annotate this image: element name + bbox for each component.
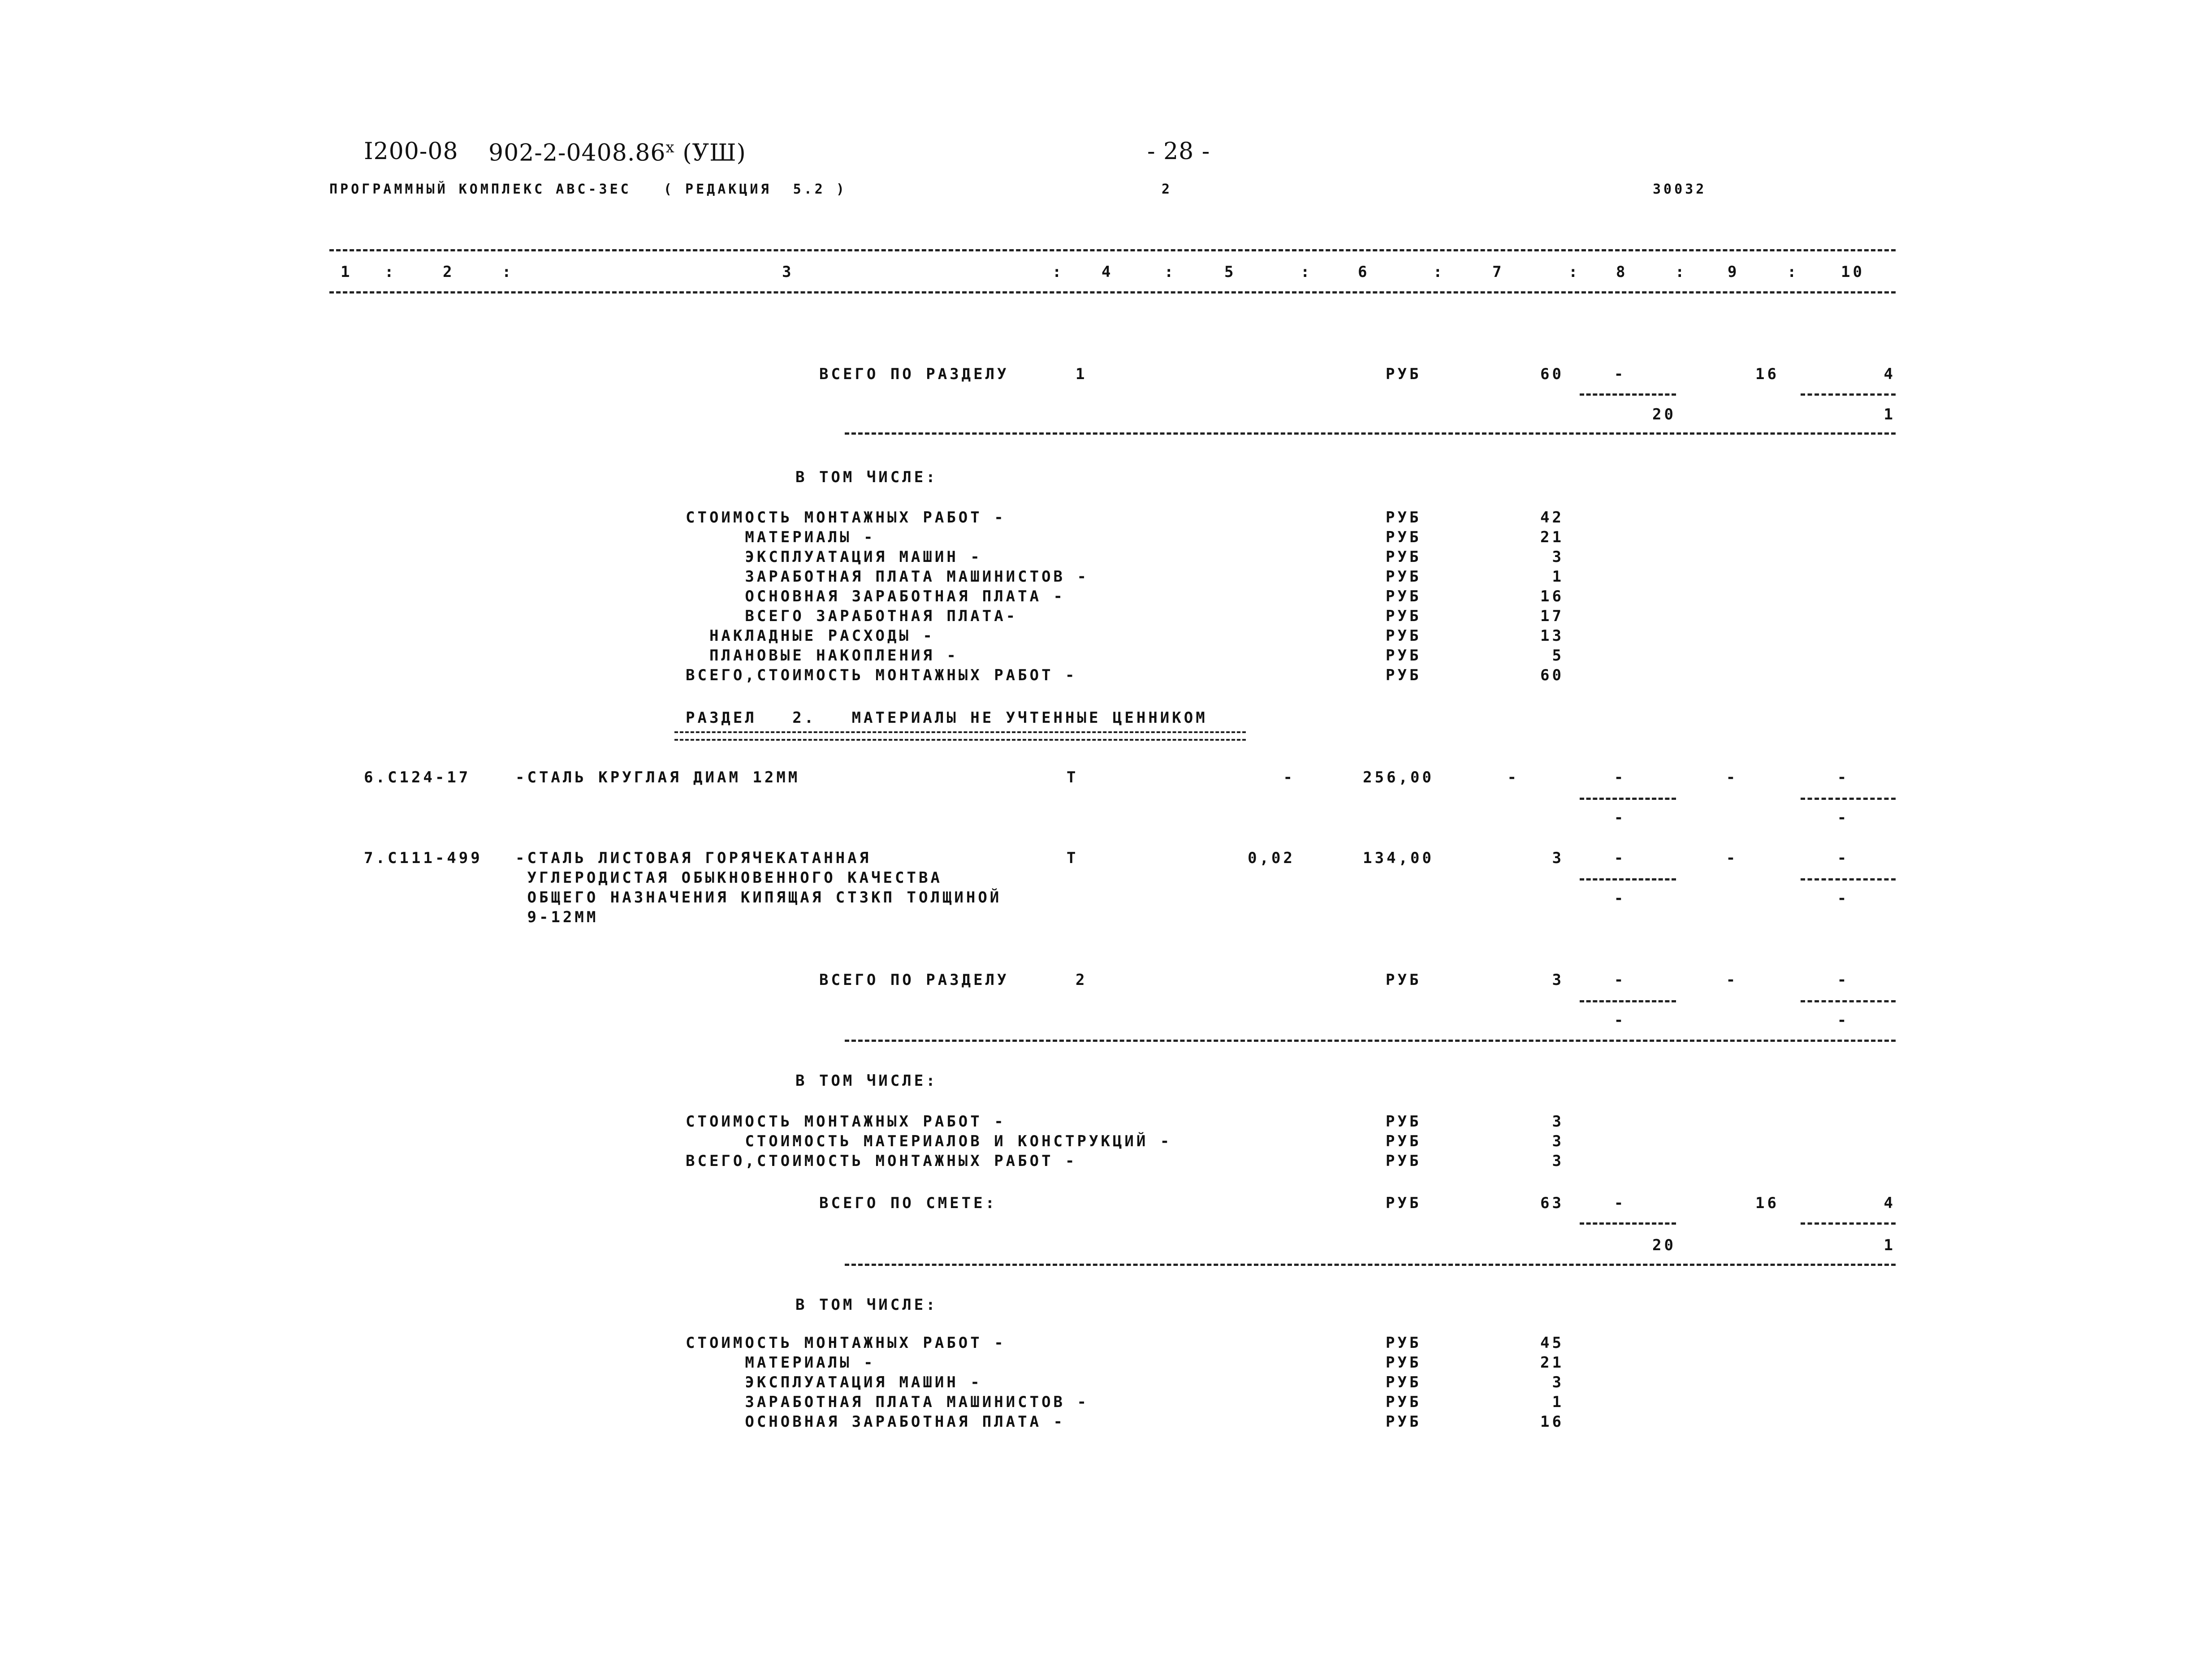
estimate-incl-value: 16 — [1540, 1413, 1564, 1431]
section1-total-c8-rule — [1580, 393, 1676, 396]
section1-total-num: 1 — [1076, 365, 1088, 383]
estimate-total-c10-top: 4 — [1884, 1194, 1896, 1212]
col-num-3: 3 — [782, 263, 794, 281]
col-num-2: 2 — [443, 263, 455, 281]
section2-incl-label: СТОИМОСТЬ МОНТАЖНЫХ РАБОТ - — [686, 1113, 1006, 1131]
section2-total-c8-rule — [1580, 1000, 1676, 1002]
section2-incl-unit: РУБ — [1386, 1113, 1421, 1131]
estimate-total-c8-bottom: 20 — [1652, 1236, 1676, 1254]
estimate-incl-unit: РУБ — [1386, 1373, 1421, 1391]
estimate-incl-label: СТОИМОСТЬ МОНТАЖНЫХ РАБОТ - — [686, 1334, 1006, 1352]
estimate-incl-unit: РУБ — [1386, 1334, 1421, 1352]
section1-incl-unit: РУБ — [1386, 548, 1421, 566]
estimate-incl-value: 1 — [1552, 1393, 1564, 1411]
material-c10-bottom: - — [1837, 809, 1849, 827]
material-c8-bottom: - — [1614, 809, 1626, 827]
doc-code: I200-08 — [364, 138, 458, 165]
material-c8-top: - — [1614, 849, 1626, 867]
section1-total-c9: 16 — [1755, 365, 1779, 383]
section2-total-label: ВСЕГО ПО РАЗДЕЛУ — [819, 971, 1009, 989]
col-sep-4: : — [1164, 263, 1176, 281]
section2-total-num: 2 — [1076, 971, 1088, 989]
section1-incl-value: 16 — [1540, 587, 1564, 605]
section2-incl-unit: РУБ — [1386, 1132, 1421, 1150]
section1-incl-unit: РУБ — [1386, 568, 1421, 586]
section1-incl-unit: РУБ — [1386, 666, 1421, 684]
section1-incl-unit: РУБ — [1386, 587, 1421, 605]
estimate-incl-unit: РУБ — [1386, 1393, 1421, 1411]
col-num-9: 9 — [1728, 263, 1740, 281]
estimate-incl-unit: РУБ — [1386, 1413, 1421, 1431]
material-c9: - — [1726, 768, 1738, 786]
material-qty: - — [1283, 768, 1295, 786]
material-price: 256,00 — [1363, 768, 1434, 786]
section1-total-c10-bottom: 1 — [1884, 406, 1896, 423]
section1-incl-label: МАТЕРИАЛЫ - — [686, 528, 876, 546]
section1-total-c7: 60 — [1540, 365, 1564, 383]
material-c10-top: - — [1837, 768, 1849, 786]
material-code: 6.С124-17 — [364, 768, 471, 786]
material-unit: Т — [1067, 849, 1079, 867]
section1-incl-unit: РУБ — [1386, 627, 1421, 645]
material-c8-bottom: - — [1614, 889, 1626, 907]
material-c7: 3 — [1552, 849, 1564, 867]
section1-incl-label: ВСЕГО ЗАРАБОТНАЯ ПЛАТА- — [686, 607, 1018, 625]
col-sep-6: : — [1433, 263, 1445, 281]
material-desc-line: 9-12ММ — [515, 908, 599, 926]
material-desc-line: УГЛЕРОДИСТАЯ ОБЫКНОВЕННОГО КАЧЕСТВА — [515, 869, 942, 887]
section2-incl-value: 3 — [1552, 1113, 1564, 1131]
estimate-incl-value: 3 — [1552, 1373, 1564, 1391]
section1-incl-unit: РУБ — [1386, 509, 1421, 527]
col-num-5: 5 — [1224, 263, 1236, 281]
section2-incl-label: ВСЕГО,СТОИМОСТЬ МОНТАЖНЫХ РАБОТ - — [686, 1152, 1077, 1170]
section1-total-unit: РУБ — [1386, 365, 1421, 383]
material-desc-line: ОБЩЕГО НАЗНАЧЕНИЯ КИПЯЩАЯ СТЗКП ТОЛЩИНОЙ — [515, 889, 1002, 907]
col-num-4: 4 — [1102, 263, 1114, 281]
material-price: 134,00 — [1363, 849, 1434, 867]
material-c8-rule — [1580, 878, 1676, 881]
estimate-total-c8-rule — [1580, 1222, 1676, 1225]
estimate-separator — [845, 1264, 1896, 1266]
section1-incl-heading: В ТОМ ЧИСЛЕ: — [795, 468, 938, 486]
section1-separator — [845, 432, 1896, 435]
section1-incl-unit: РУБ — [1386, 607, 1421, 625]
estimate-total-c8-top: - — [1614, 1194, 1626, 1212]
estimate-incl-value: 21 — [1540, 1354, 1564, 1372]
material-qty: 0,02 — [1248, 849, 1295, 867]
column-header-bottom-rule — [329, 291, 1896, 294]
section2-total-c7: 3 — [1552, 971, 1564, 989]
section1-incl-value: 5 — [1552, 647, 1564, 665]
section2-total-c8-bottom: - — [1614, 1011, 1626, 1029]
col-sep-2: : — [502, 263, 514, 281]
estimate-incl-label: ОСНОВНАЯ ЗАРАБОТНАЯ ПЛАТА - — [686, 1413, 1066, 1431]
sheet-number: 2 — [1162, 181, 1173, 197]
col-sep-9: : — [1787, 263, 1799, 281]
estimate-total-unit: РУБ — [1386, 1194, 1421, 1212]
estimate-incl-label: ЗАРАБОТНАЯ ПЛАТА МАШИНИСТОВ - — [686, 1393, 1089, 1411]
section2-incl-unit: РУБ — [1386, 1152, 1421, 1170]
estimate-id: 30032 — [1653, 181, 1707, 197]
material-c8-rule — [1580, 798, 1676, 800]
estimate-total-label: ВСЕГО ПО СМЕТЕ: — [819, 1194, 998, 1212]
material-c10-rule — [1801, 878, 1896, 881]
section2-separator — [845, 1040, 1896, 1042]
material-c8-top: - — [1614, 768, 1626, 786]
section1-incl-label: НАКЛАДНЫЕ РАСХОДЫ - — [686, 627, 935, 645]
section2-total-c10-bottom: - — [1837, 1011, 1849, 1029]
section1-incl-value: 60 — [1540, 666, 1564, 684]
col-num-6: 6 — [1358, 263, 1370, 281]
estimate-incl-value: 45 — [1540, 1334, 1564, 1352]
column-header-top-rule — [329, 249, 1896, 251]
section2-incl-value: 3 — [1552, 1132, 1564, 1150]
section1-incl-label: ОСНОВНАЯ ЗАРАБОТНАЯ ПЛАТА - — [686, 587, 1066, 605]
section1-total-label: ВСЕГО ПО РАЗДЕЛУ — [819, 365, 1009, 383]
section1-incl-value: 42 — [1540, 509, 1564, 527]
material-desc-line: -СТАЛЬ КРУГЛАЯ ДИАМ 12ММ — [515, 768, 800, 786]
program-line: ПРОГРАММНЫЙ КОМПЛЕКС АВС-ЗЕС ( РЕДАКЦИЯ 5.2 ) — [329, 181, 847, 197]
page-number: - 28 - — [1147, 138, 1210, 165]
section1-incl-value: 1 — [1552, 568, 1564, 586]
section1-incl-label: ЗАРАБОТНАЯ ПЛАТА МАШИНИСТОВ - — [686, 568, 1089, 586]
material-unit: Т — [1067, 768, 1079, 786]
estimate-incl-label: МАТЕРИАЛЫ - — [686, 1354, 876, 1372]
section1-incl-unit: РУБ — [1386, 647, 1421, 665]
col-sep-3: : — [1052, 263, 1064, 281]
section1-incl-value: 13 — [1540, 627, 1564, 645]
project-code-sup: x — [665, 138, 675, 156]
col-sep-8: : — [1675, 263, 1687, 281]
section2-incl-value: 3 — [1552, 1152, 1564, 1170]
estimate-total-c10-bottom: 1 — [1884, 1236, 1896, 1254]
estimate-incl-heading: В ТОМ ЧИСЛЕ: — [795, 1296, 938, 1314]
section2-total-c10-rule — [1801, 1000, 1896, 1002]
section1-total-c8-top: - — [1614, 365, 1626, 383]
section2-total-c9: - — [1726, 971, 1738, 989]
col-num-1: 1 — [341, 263, 353, 281]
estimate-total-c7: 63 — [1540, 1194, 1564, 1212]
section1-incl-label: ВСЕГО,СТОИМОСТЬ МОНТАЖНЫХ РАБОТ - — [686, 666, 1077, 684]
material-c10-bottom: - — [1837, 889, 1849, 907]
estimate-total-c10-rule — [1801, 1222, 1896, 1225]
col-num-10: 10 — [1841, 263, 1865, 281]
section1-total-c8-bottom: 20 — [1652, 406, 1676, 423]
section2-incl-heading: В ТОМ ЧИСЛЕ: — [795, 1072, 938, 1090]
section1-incl-label: ЭКСПЛУАТАЦИЯ МАШИН - — [686, 548, 982, 566]
material-desc-line: -СТАЛЬ ЛИСТОВАЯ ГОРЯЧЕКАТАННАЯ — [515, 849, 872, 867]
estimate-total-c9: 16 — [1755, 1194, 1779, 1212]
section1-total-c10-top: 4 — [1884, 365, 1896, 383]
section1-incl-unit: РУБ — [1386, 528, 1421, 546]
material-c7: - — [1507, 768, 1519, 786]
material-c10-top: - — [1837, 849, 1849, 867]
col-num-7: 7 — [1492, 263, 1504, 281]
section2-total-c8-top: - — [1614, 971, 1626, 989]
section1-incl-label: СТОИМОСТЬ МОНТАЖНЫХ РАБОТ - — [686, 509, 1006, 527]
section2-total-unit: РУБ — [1386, 971, 1421, 989]
section2-incl-label: СТОИМОСТЬ МАТЕРИАЛОВ И КОНСТРУКЦИЙ - — [686, 1132, 1172, 1150]
project-code — [488, 138, 746, 167]
section1-incl-value: 17 — [1540, 607, 1564, 625]
estimate-incl-label: ЭКСПЛУАТАЦИЯ МАШИН - — [686, 1373, 982, 1391]
section1-incl-value: 21 — [1540, 528, 1564, 546]
section1-incl-label: ПЛАНОВЫЕ НАКОПЛЕНИЯ - — [686, 647, 959, 665]
section2-total-c10-top: - — [1837, 971, 1849, 989]
col-sep-1: : — [385, 263, 397, 281]
project-volume: (УШ) — [683, 139, 746, 167]
section2-title-underline — [674, 731, 1246, 741]
col-sep-5: : — [1300, 263, 1313, 281]
section1-total-c10-rule — [1801, 393, 1896, 396]
estimate-incl-unit: РУБ — [1386, 1354, 1421, 1372]
material-c10-rule — [1801, 798, 1896, 800]
project-code-main: 902-2-0408.86 — [488, 139, 666, 167]
col-sep-7: : — [1568, 263, 1581, 281]
section2-title: РАЗДЕЛ 2. МАТЕРИАЛЫ НЕ УЧТЕННЫЕ ЦЕННИКОМ — [686, 709, 1208, 727]
material-code: 7.С111-499 — [364, 849, 483, 867]
section1-incl-value: 3 — [1552, 548, 1564, 566]
col-num-8: 8 — [1616, 263, 1628, 281]
material-c9: - — [1726, 849, 1738, 867]
